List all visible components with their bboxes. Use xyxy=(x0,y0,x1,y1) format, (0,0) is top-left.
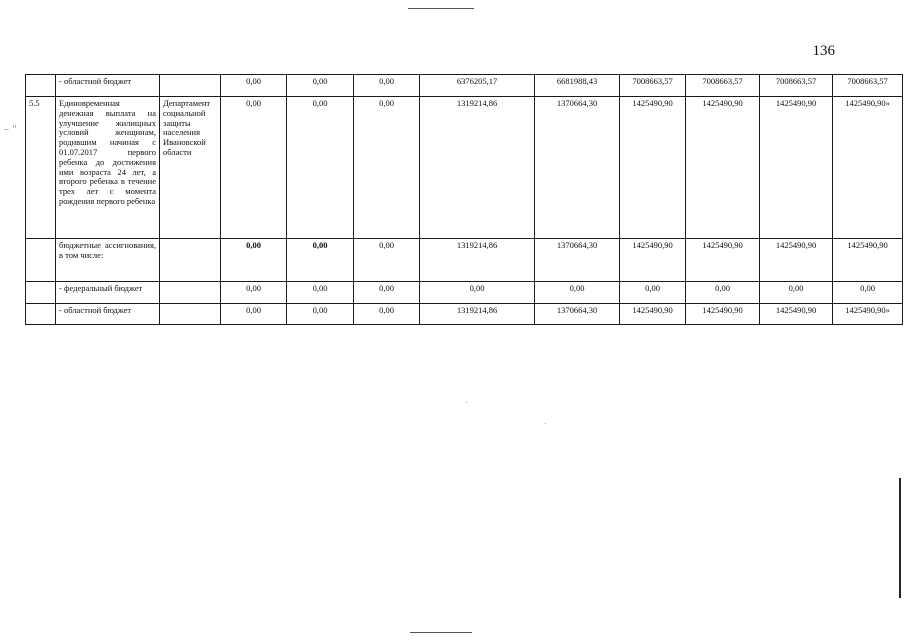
value-cell: 1425490,90 xyxy=(833,239,903,282)
page-number: 136 xyxy=(812,43,835,59)
value-cell: 6376205,17 xyxy=(420,75,535,97)
row-name: бюджетные ассигнования, в том числе: xyxy=(56,239,160,282)
row-name: - областной бюджет xyxy=(56,75,160,97)
value-cell: 0,00 xyxy=(221,97,287,239)
scan-speck xyxy=(545,423,546,424)
scan-edge-mark xyxy=(899,478,901,598)
value-cell: 0,00 xyxy=(354,97,420,239)
value-cell: 1319214,86 xyxy=(420,304,535,325)
value-cell: 0,00 xyxy=(287,239,354,282)
value-cell: 0,00 xyxy=(686,282,760,304)
value-cell: 1425490,90 xyxy=(760,97,833,239)
value-cell: 1370664,30 xyxy=(535,97,620,239)
value-cell: 1319214,86 xyxy=(420,97,535,239)
value-cell: 1425490,90 xyxy=(760,304,833,325)
value-cell: 7008663,57 xyxy=(686,75,760,97)
table-row-regional-budget-total xyxy=(26,75,903,97)
row-index xyxy=(26,75,56,97)
value-cell: 7008663,57 xyxy=(760,75,833,97)
bottom-page-rule xyxy=(410,632,472,633)
value-cell: 1425490,90 xyxy=(686,97,760,239)
table-row-federal-budget xyxy=(26,282,903,304)
value-cell: 0,00 xyxy=(221,75,287,97)
value-cell: 0,00 xyxy=(221,282,287,304)
value-cell: 0,00 xyxy=(354,282,420,304)
row-index: 5.5 xyxy=(26,97,56,239)
row-executor xyxy=(160,304,221,325)
row-executor xyxy=(160,282,221,304)
value-cell: 0,00 xyxy=(287,97,354,239)
value-cell: 1425490,90 xyxy=(686,239,760,282)
value-cell: 1425490,90 xyxy=(620,239,686,282)
row-name: - областной бюджет xyxy=(56,304,160,325)
value-cell: 0,00 xyxy=(535,282,620,304)
value-cell: 1425490,90» xyxy=(833,304,903,325)
value-cell: 7008663,57 xyxy=(620,75,686,97)
value-cell: 1425490,90 xyxy=(620,97,686,239)
value-cell: 0,00 xyxy=(287,304,354,325)
scan-speck xyxy=(466,402,467,403)
value-cell: 1425490,90 xyxy=(686,304,760,325)
row-index xyxy=(26,304,56,325)
value-cell: 1370664,30 xyxy=(535,239,620,282)
value-cell: 1425490,90 xyxy=(760,239,833,282)
value-cell: 0,00 xyxy=(420,282,535,304)
value-cell: 0,00 xyxy=(287,75,354,97)
value-cell: 0,00 xyxy=(620,282,686,304)
top-page-rule xyxy=(408,8,474,9)
value-cell: 0,00 xyxy=(287,282,354,304)
table-row-regional-budget xyxy=(26,304,903,325)
value-cell: 0,00 xyxy=(221,304,287,325)
value-cell: 0,00 xyxy=(833,282,903,304)
value-cell: 0,00 xyxy=(354,75,420,97)
row-executor xyxy=(160,75,221,97)
row-name: - федеральный бюджет xyxy=(56,282,160,304)
value-cell: 1370664,30 xyxy=(535,304,620,325)
value-cell: 6681988,43 xyxy=(535,75,620,97)
value-cell: 7008663,57 xyxy=(833,75,903,97)
table-row-budget-allocations xyxy=(26,239,903,282)
value-cell: 1319214,86 xyxy=(420,239,535,282)
value-cell: 1425490,90» xyxy=(833,97,903,239)
value-cell: 1425490,90 xyxy=(620,304,686,325)
value-cell: 0,00 xyxy=(221,239,287,282)
row-executor: Департамент социальной защиты населения Ивановской области xyxy=(160,97,221,239)
margin-mark: – " xyxy=(4,124,18,134)
row-name: Единовременная денежная выплата на улучшение жилищных условий женщинам, родившим начиная с 01.07.2017 первого ребенка до достижения ими возраста 24 лет, а второго ребенка в течение трех лет с момента рождения первого ребенка xyxy=(56,97,160,239)
budget-table xyxy=(25,74,903,325)
value-cell: 0,00 xyxy=(354,304,420,325)
row-index xyxy=(26,239,56,282)
table-row-measure-5-5 xyxy=(26,97,903,239)
row-index xyxy=(26,282,56,304)
value-cell: 0,00 xyxy=(354,239,420,282)
value-cell: 0,00 xyxy=(760,282,833,304)
row-executor xyxy=(160,239,221,282)
